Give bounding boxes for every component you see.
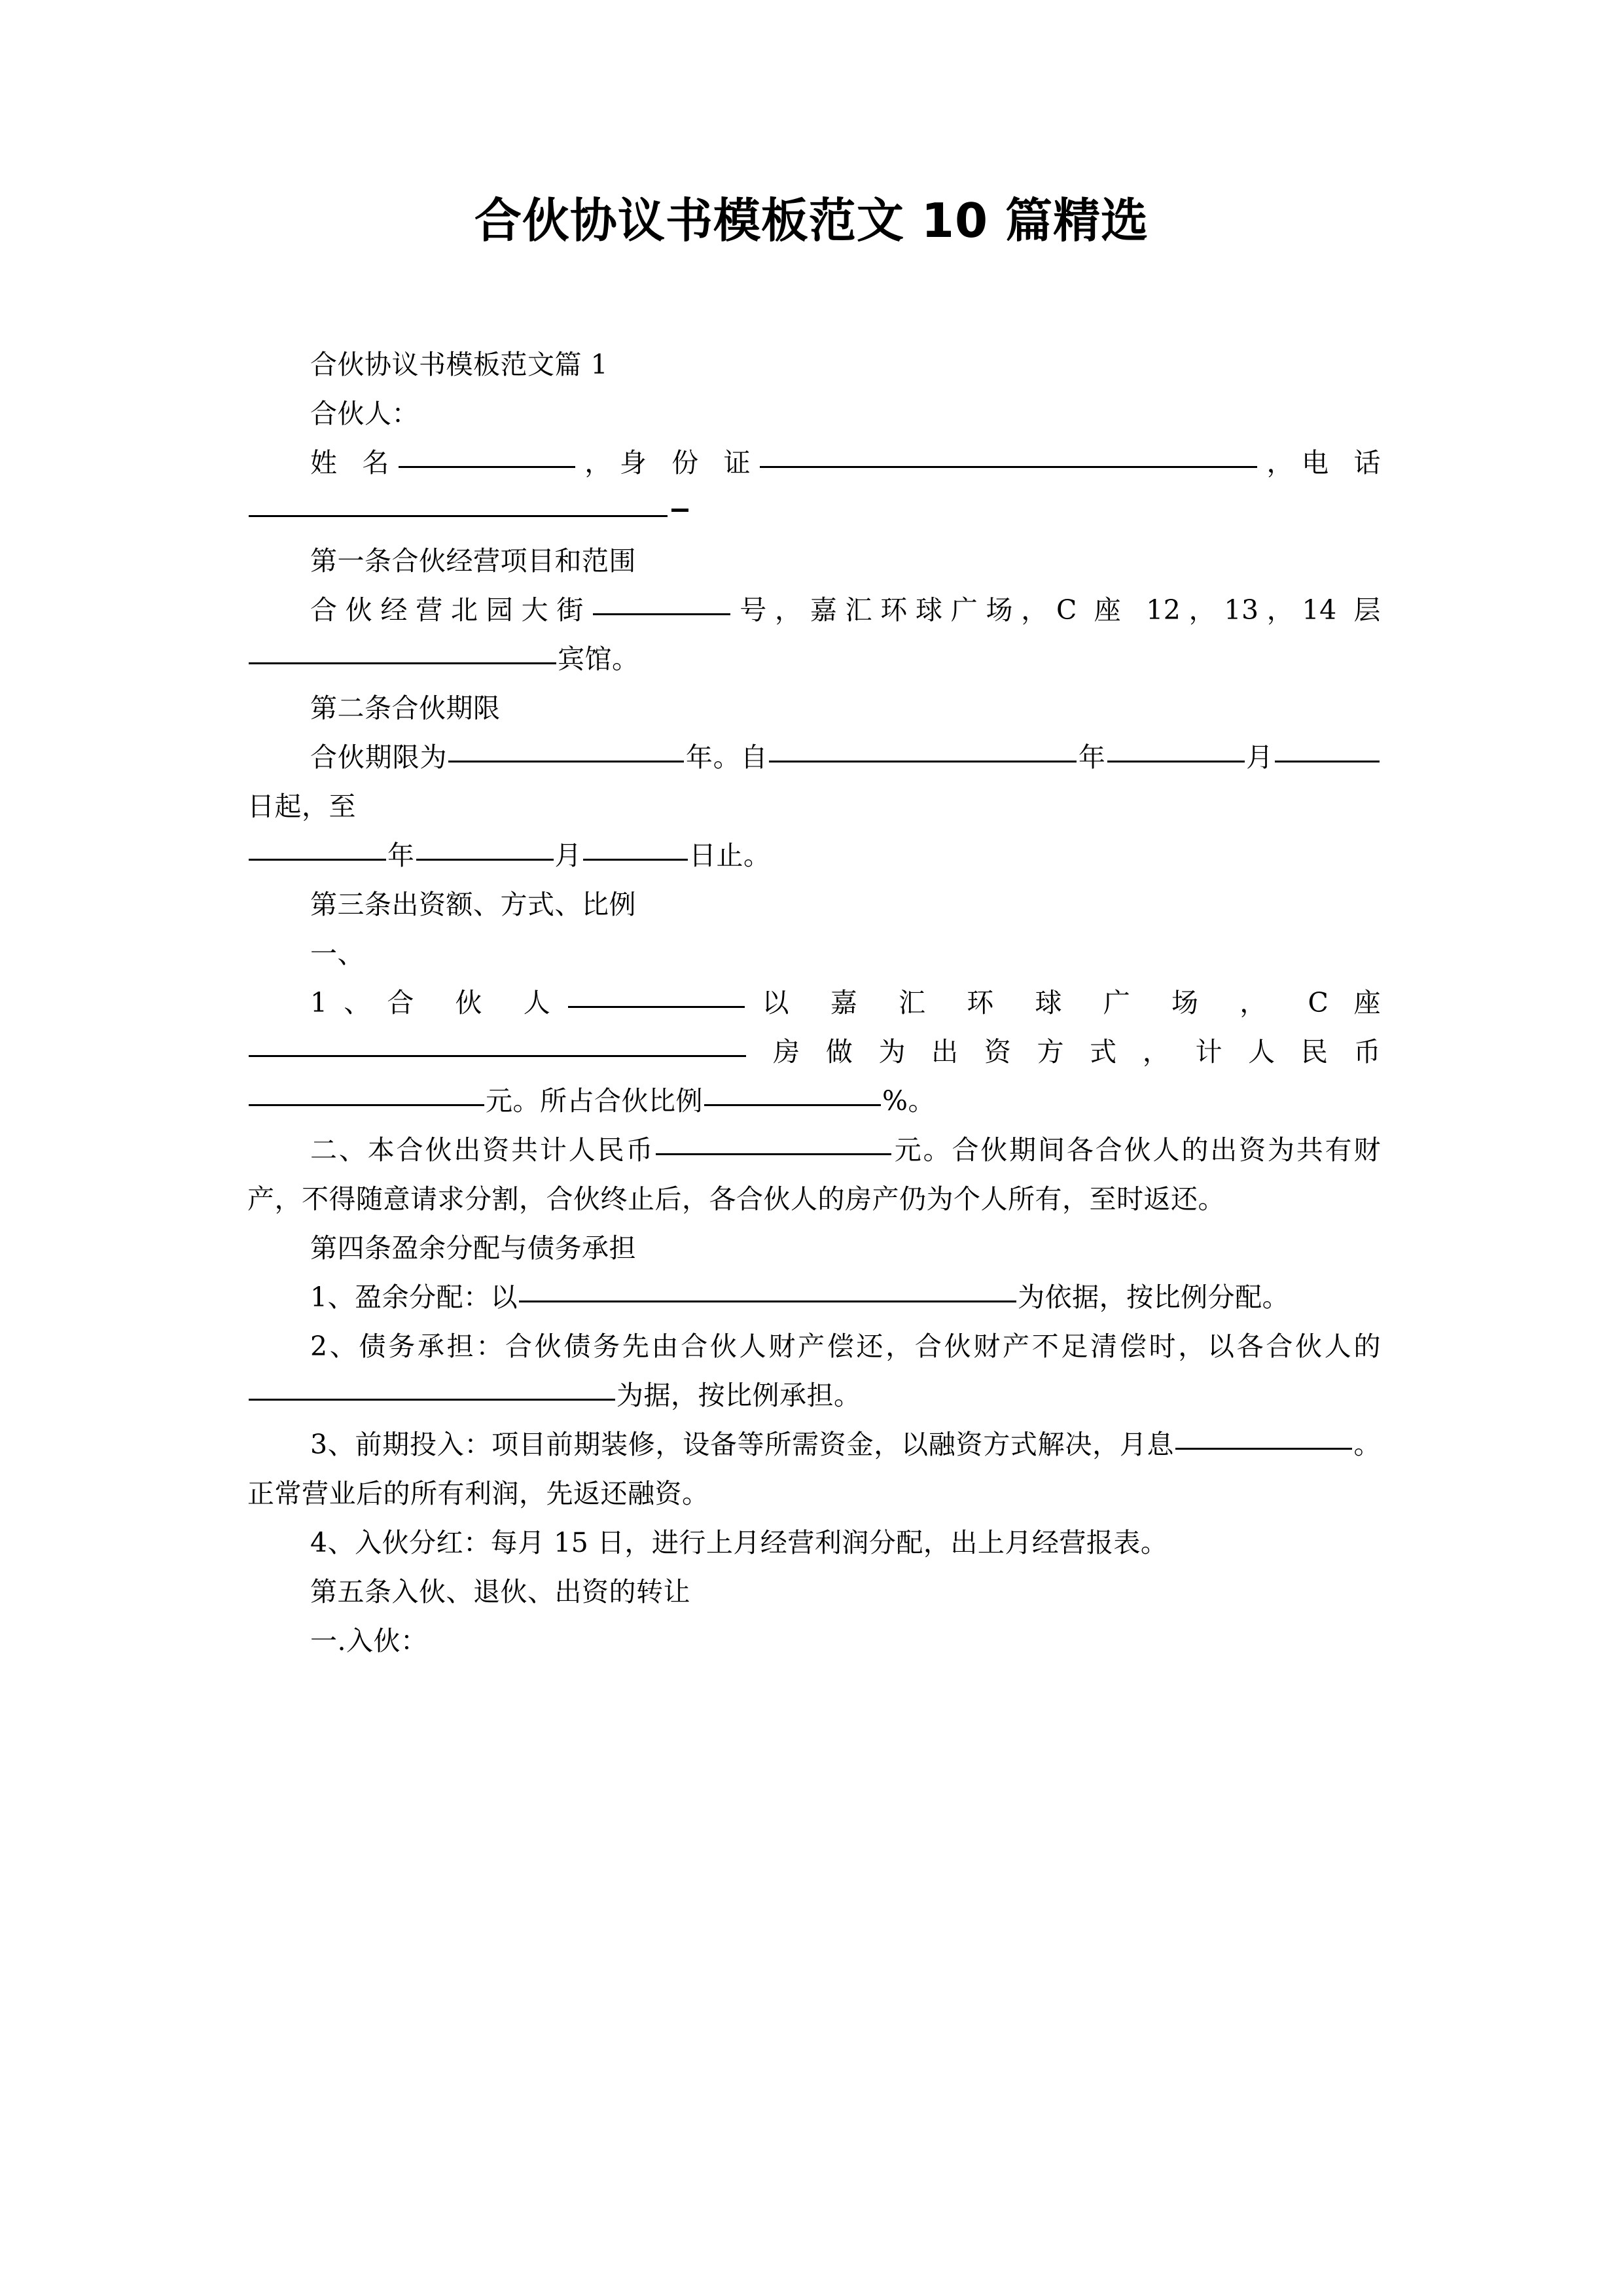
term-from: 年。自 (685, 742, 768, 773)
phone-blank[interactable] (249, 515, 668, 517)
article-4-item-1 (247, 1273, 1381, 1322)
stray-dash-icon (671, 509, 688, 512)
article-3-heading: 第三条出资额、方式、比例 (310, 889, 636, 920)
end-month-unit: 月 (554, 840, 582, 871)
article-3-list-marker: 一、 (310, 938, 365, 969)
item-2-text-b: 元。合伙期间各合伙人的出资为共有财产，不得随意请求分割，合伙终止后，各合伙人的房产仍为个人所有，至时返还。 (247, 1134, 1382, 1215)
end-day-unit: 日止。 (689, 840, 771, 871)
subheading: 合伙协议书模板范文篇 1 (310, 349, 609, 380)
item-1-text-a: 合 伙 人 (387, 987, 567, 1018)
article-2-heading: 第二条合伙期限 (310, 692, 501, 724)
comma-2: ， (1258, 447, 1302, 478)
debt-basis-blank[interactable] (249, 1399, 615, 1401)
article-2-line-1 (247, 733, 1381, 831)
item-2-number: 二、 (310, 1134, 368, 1166)
article-3-item-1-line-2 (247, 1028, 1381, 1077)
document-body (247, 340, 1381, 1666)
item-4-3-text-b: 。正常营业后的所有利润，先返还融资。 (247, 1429, 1382, 1509)
name-blank[interactable] (399, 466, 575, 468)
profit-basis-blank[interactable] (519, 1300, 1016, 1302)
article-4-item-4 (247, 1518, 1381, 1568)
amount-blank[interactable] (249, 1104, 484, 1106)
page-title: 合伙协议书模板范文 10 篇精选 (474, 193, 1149, 248)
item-4-4-number: 4、 (310, 1527, 355, 1558)
article-1-text-a: 合伙经营北园大街 (310, 594, 592, 626)
article-5-line-1: 一.入伙： (310, 1625, 428, 1657)
partner-label: 合伙人： (310, 398, 419, 429)
item-4-4-text-a: 入伙分红：每月 15 日，进行上月经营利润分配，出上月经营报表。 (355, 1527, 1168, 1558)
end-year-unit: 年 (387, 840, 415, 871)
article-3-item-1-line-3 (247, 1077, 1381, 1126)
id-blank[interactable] (760, 466, 1257, 468)
article-1-heading: 第一条合伙经营项目和范围 (310, 545, 636, 577)
start-month-blank[interactable] (1107, 761, 1245, 762)
article-5-heading: 第五条入伙、退伙、出资的转让 (310, 1576, 690, 1607)
street-number-blank[interactable] (593, 613, 730, 615)
term-years-blank[interactable] (448, 761, 684, 762)
article-1-line-1 (247, 586, 1381, 635)
partner-name-blank[interactable] (568, 1006, 745, 1008)
article-2-line-2 (247, 831, 1381, 880)
start-year-unit: 年 (1078, 742, 1106, 773)
comma-1: ， (577, 447, 620, 478)
room-blank[interactable] (249, 1055, 746, 1057)
hotel-name-blank[interactable] (249, 662, 556, 664)
article-3-item-2 (247, 1126, 1381, 1224)
term-label: 合伙期限为 (310, 742, 448, 773)
article-1-line-2 (247, 635, 1381, 684)
party-info-line (247, 439, 1381, 488)
percentage-blank[interactable] (704, 1104, 881, 1106)
item-1-text-c: 房做为出资方式，计人民币 (747, 1036, 1381, 1067)
item-4-3-text-a: 前期投入：项目前期装修，设备等所需资金，以融资方式解决，月息 (355, 1429, 1175, 1460)
article-4-item-2 (247, 1322, 1381, 1420)
item-4-3-number: 3、 (310, 1429, 355, 1460)
monthly-interest-blank[interactable] (1175, 1448, 1352, 1450)
start-month-unit: 月 (1245, 742, 1274, 773)
article-4-heading: 第四条盈余分配与债务承担 (310, 1232, 636, 1264)
article-1-text-b: 号，嘉汇环球广场，C 座 12，13，14 层 (732, 594, 1382, 626)
end-day-blank[interactable] (583, 859, 688, 861)
end-year-blank[interactable] (249, 859, 386, 861)
item-4-2-text-a: 债务承担：合伙债务先由合伙人财产偿还，合伙财产不足清偿时，以各合伙人的 (359, 1331, 1381, 1362)
item-4-1-text-b: 为依据，按比例分配。 (1018, 1282, 1290, 1313)
item-4-2-text-b: 为据，按比例承担。 (616, 1380, 861, 1411)
item-4-2-number: 2、 (310, 1331, 359, 1362)
start-year-blank[interactable] (769, 761, 1077, 762)
name-label: 姓 名 (310, 447, 398, 478)
article-1-text-c: 宾馆。 (558, 643, 639, 675)
start-day-unit: 日起，至 (247, 791, 356, 822)
item-1-text-b: 以 嘉 汇 环 球 广 场 ， C 座 (745, 987, 1381, 1018)
item-1-text-d: 元。所占合伙比例 (486, 1085, 703, 1117)
item-1-number: 1、 (310, 987, 387, 1018)
item-1-text-e: %。 (882, 1085, 935, 1117)
item-4-1-text-a: 盈余分配：以 (355, 1282, 518, 1313)
party-info-line-cont (247, 488, 1381, 537)
start-day-blank[interactable] (1275, 761, 1380, 762)
article-3-item-1-line-1 (247, 978, 1381, 1028)
id-label: 身 份 证 (619, 447, 759, 478)
phone-label: 电 话 (1302, 447, 1382, 478)
item-4-1-number: 1、 (310, 1282, 355, 1313)
article-4-item-3 (247, 1420, 1381, 1518)
end-month-blank[interactable] (416, 859, 554, 861)
total-contribution-blank[interactable] (656, 1153, 891, 1155)
item-2-text-a: 本合伙出资共计人民币 (367, 1134, 655, 1166)
